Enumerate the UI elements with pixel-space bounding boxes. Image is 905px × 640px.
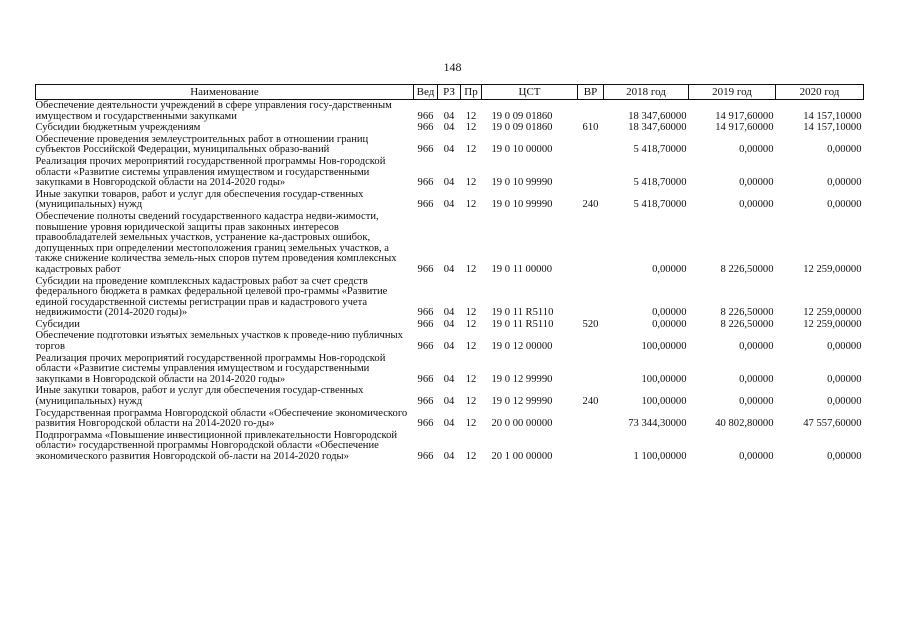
row-cst: 19 0 12 99990 (491, 373, 553, 385)
row-value-2018: 100,00000 (641, 373, 687, 385)
row-value-2018: 0,00000 (652, 307, 687, 319)
row-cst: 19 0 10 99990 (491, 177, 553, 189)
table-row (36, 100, 864, 123)
row-vr: 240 (582, 396, 599, 408)
header-2018: 2018 год (604, 85, 689, 100)
row-name: Реализация прочих мероприятий государственной программы Нов-городской области «Развитие системы управления имуществом и государственными закупками в Новгородской области на 2014-2020 годы» (35, 155, 386, 189)
row-vr (578, 134, 604, 156)
row-ved: 966 (417, 307, 434, 319)
row-value-2020: 0,00000 (827, 199, 862, 211)
table-row (36, 189, 864, 211)
table-row (36, 156, 864, 189)
row-value-2019: 0,00000 (739, 396, 774, 408)
row-pr: 12 (465, 110, 477, 122)
row-ved: 966 (417, 122, 434, 134)
row-rz: 04 (443, 396, 455, 408)
row-vr (578, 430, 604, 463)
budget-table (35, 84, 864, 463)
row-vr (578, 211, 604, 276)
row-value-2019: 8 226,50000 (720, 307, 774, 319)
row-cst: 19 0 09 01860 (491, 110, 553, 122)
row-ved: 966 (417, 144, 434, 156)
row-value-2020: 0,00000 (827, 341, 862, 353)
row-cst: 20 1 00 00000 (491, 451, 553, 462)
row-rz: 04 (443, 199, 455, 211)
row-value-2019: 14 917,60000 (715, 110, 774, 122)
row-cst: 19 0 12 00000 (491, 341, 553, 353)
row-value-2020: 12 259,00000 (803, 263, 862, 275)
row-ved: 966 (417, 418, 434, 430)
row-value-2019: 0,00000 (739, 144, 774, 156)
row-rz: 04 (443, 373, 455, 385)
row-value-2018: 0,00000 (652, 318, 687, 330)
row-pr: 12 (465, 451, 477, 462)
row-ved: 966 (417, 341, 434, 353)
row-value-2019: 0,00000 (739, 373, 774, 385)
table-row (36, 330, 864, 352)
page-number: 148 (443, 60, 462, 74)
header-ved: Вед (414, 85, 438, 100)
row-cst: 19 0 10 00000 (491, 144, 553, 156)
row-ved: 966 (417, 451, 434, 462)
row-value-2020: 12 259,00000 (803, 307, 862, 319)
row-value-2019: 0,00000 (739, 199, 774, 211)
row-pr: 12 (465, 318, 477, 330)
row-value-2019: 0,00000 (739, 341, 774, 353)
row-pr: 12 (465, 418, 477, 430)
row-name: Иные закупки товаров, работ и услуг для обеспечения государ-ственных (муниципальных) нужд (35, 188, 364, 211)
header-rz: РЗ (438, 85, 461, 100)
row-pr: 12 (465, 307, 477, 319)
table-row (36, 211, 864, 276)
row-ved: 966 (417, 263, 434, 275)
row-pr: 12 (465, 144, 477, 156)
row-rz: 04 (443, 122, 455, 134)
header-pr: Пр (461, 85, 482, 100)
header-2020: 2020 год (776, 85, 864, 100)
row-name: Обеспечение деятельности учреждений в сфере управления госу-дарственным имуществом и государственными закупками (35, 100, 392, 122)
row-pr: 12 (465, 199, 477, 211)
row-value-2019: 40 802,80000 (715, 418, 774, 430)
table-row (36, 319, 864, 331)
row-name: Субсидии бюджетным учреждениям (35, 122, 201, 134)
row-vr (578, 276, 604, 319)
row-value-2020: 0,00000 (827, 396, 862, 408)
table-row (36, 385, 864, 407)
row-value-2020: 12 259,00000 (803, 318, 862, 330)
row-value-2018: 100,00000 (641, 341, 687, 353)
row-value-2018: 5 418,70000 (633, 177, 687, 189)
header-2019: 2019 год (689, 85, 776, 100)
table-row (36, 430, 864, 463)
row-name: Субсидии (35, 318, 80, 330)
row-vr (578, 100, 604, 123)
table-row (36, 408, 864, 430)
row-name: Обеспечение полноты сведений государственного кадастра недви-жимости, повышение уровня юридической защиты прав законных интересов правообладателей земельных участков, устранение ка-дастровых ошибок, допущенных при определении местоположения границ земельных участков, а также снижение количества земель-ных споров путем проведения комплексных кадастровых работ (35, 210, 397, 275)
row-value-2018: 18 347,60000 (628, 110, 687, 122)
row-value-2018: 1 100,00000 (633, 451, 687, 462)
row-rz: 04 (443, 451, 455, 462)
row-vr (578, 330, 604, 352)
row-cst: 19 0 11 00000 (491, 263, 553, 275)
row-rz: 04 (443, 418, 455, 430)
row-value-2020: 14 157,10000 (803, 122, 862, 134)
row-value-2020: 0,00000 (827, 177, 862, 189)
row-name: Подпрограмма «Повышение инвестиционной привлекательности Новгородской области» государственной программы Новгородской области «Обеспечение экономического развития Новгородской об-ласти на 2014-2020 годы» (35, 429, 398, 462)
row-vr (578, 408, 604, 430)
row-ved: 966 (417, 373, 434, 385)
row-cst: 20 0 00 00000 (491, 418, 553, 430)
row-ved: 966 (417, 110, 434, 122)
row-value-2019: 0,00000 (739, 177, 774, 189)
row-name: Иные закупки товаров, работ и услуг для обеспечения государ-ственных (муниципальных) нужд (35, 385, 364, 408)
row-rz: 04 (443, 341, 455, 353)
row-value-2018: 5 418,70000 (633, 199, 687, 211)
row-value-2018: 0,00000 (652, 263, 687, 275)
row-name: Реализация прочих мероприятий государственной программы Нов-городской области «Развитие системы управления имуществом и государственными закупками в Новгородской области на 2014-2020 годы» (35, 352, 386, 385)
row-cst: 19 0 12 99990 (491, 396, 553, 408)
row-rz: 04 (443, 177, 455, 189)
table-row (36, 122, 864, 134)
row-value-2018: 5 418,70000 (633, 144, 687, 156)
table-row (36, 353, 864, 386)
row-value-2019: 0,00000 (739, 451, 774, 462)
row-value-2020: 47 557,60000 (803, 418, 862, 430)
row-pr: 12 (465, 122, 477, 134)
row-cst: 19 0 11 R5110 (491, 318, 554, 330)
row-ved: 966 (417, 199, 434, 211)
row-cst: 19 0 09 01860 (491, 122, 553, 134)
row-value-2018: 73 344,30000 (628, 418, 687, 430)
row-pr: 12 (465, 373, 477, 385)
row-value-2020: 0,00000 (827, 373, 862, 385)
row-vr: 610 (582, 122, 599, 134)
table-header-row (36, 85, 864, 100)
row-value-2019: 8 226,50000 (720, 318, 774, 330)
row-value-2019: 8 226,50000 (720, 263, 774, 275)
row-value-2020: 0,00000 (827, 451, 862, 462)
row-pr: 12 (465, 396, 477, 408)
row-vr (578, 353, 604, 386)
row-vr (578, 156, 604, 189)
row-name: Государственная программа Новгородской области «Обеспечение экономического развития Новгородской области на 2014-2020 го-ды» (35, 407, 408, 430)
row-rz: 04 (443, 263, 455, 275)
table-row (36, 276, 864, 319)
row-cst: 19 0 10 99990 (491, 199, 553, 211)
row-value-2018: 18 347,60000 (628, 122, 687, 134)
row-vr: 520 (582, 318, 599, 330)
row-pr: 12 (465, 341, 477, 353)
row-name: Обеспечение проведения землеустроительных работ в отношении границ субъектов Российской Федерации, муниципальных образо-ваний (35, 133, 369, 156)
row-pr: 12 (465, 177, 477, 189)
row-ved: 966 (417, 396, 434, 408)
header-name: Наименование (36, 85, 414, 100)
row-value-2020: 14 157,10000 (803, 110, 862, 122)
row-value-2019: 14 917,60000 (715, 122, 774, 134)
row-value-2020: 0,00000 (827, 144, 862, 156)
row-pr: 12 (465, 263, 477, 275)
row-rz: 04 (443, 307, 455, 319)
row-vr: 240 (582, 199, 599, 211)
row-name: Субсидии на проведение комплексных кадастровых работ за счет средств федерального бюджета в рамках федеральной целевой про-граммы «Развитие единой государственной системы регистрации прав и кадастрового учета недвижимости (2014-2020 годы)» (35, 275, 388, 319)
row-ved: 966 (417, 177, 434, 189)
row-name: Обеспечение подготовки изъятых земельных участков к проведе-нию публичных торгов (35, 330, 403, 353)
header-cst: ЦСТ (482, 85, 578, 100)
row-rz: 04 (443, 144, 455, 156)
row-rz: 04 (443, 110, 455, 122)
header-vr: ВР (578, 85, 604, 100)
row-rz: 04 (443, 318, 455, 330)
row-cst: 19 0 11 R5110 (491, 307, 554, 319)
row-ved: 966 (417, 318, 434, 330)
row-value-2018: 100,00000 (641, 396, 687, 408)
table-row (36, 134, 864, 156)
